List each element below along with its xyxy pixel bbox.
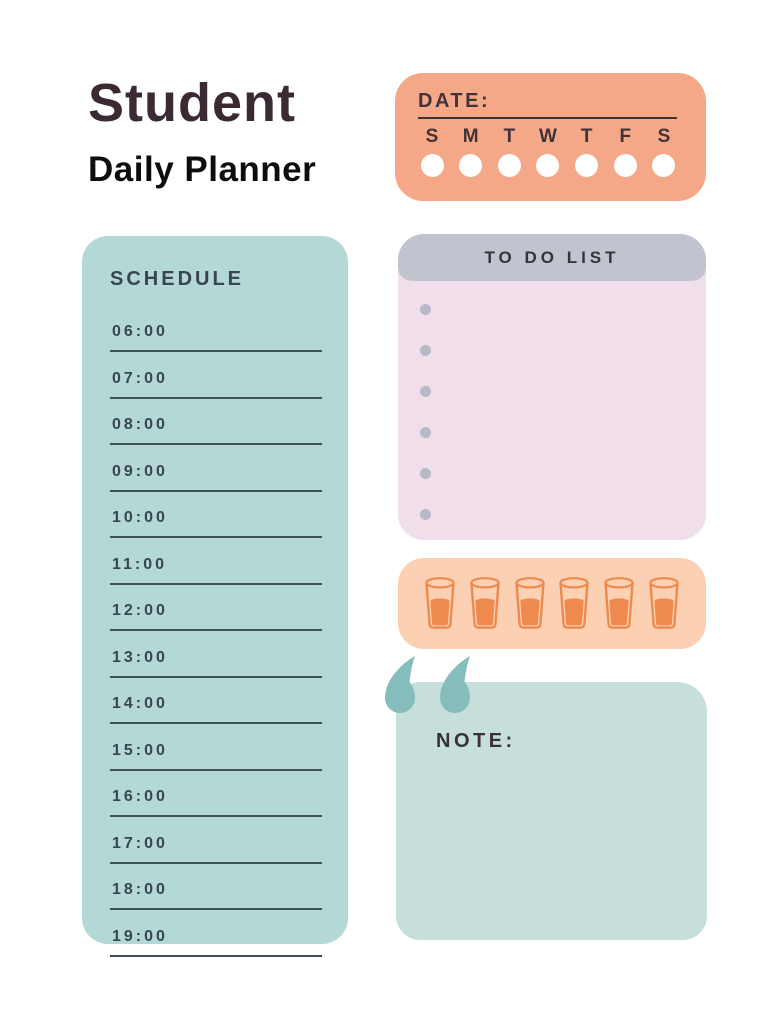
schedule-time-label: 07:00 <box>112 369 168 387</box>
schedule-time-label: 16:00 <box>112 788 168 805</box>
water-glass-icon[interactable] <box>644 576 684 632</box>
schedule-time-label: 18:00 <box>112 881 168 898</box>
schedule-entry-line[interactable] <box>110 536 322 538</box>
todo-item-row[interactable] <box>420 304 692 345</box>
schedule-entry-line[interactable] <box>110 676 322 678</box>
water-glass-icon[interactable] <box>420 576 460 632</box>
weekday-letter: S <box>657 126 671 147</box>
weekday-checkbox[interactable] <box>614 154 637 177</box>
bullet-icon <box>420 304 431 315</box>
weekday-letter: M <box>462 126 479 147</box>
schedule-entry-line[interactable] <box>110 443 322 445</box>
schedule-time-label: 09:00 <box>112 462 168 480</box>
schedule-row <box>82 648 348 691</box>
weekday-column <box>534 128 562 177</box>
bullet-icon <box>420 509 431 520</box>
schedule-time-label: 08:00 <box>112 416 168 433</box>
note-writing-area[interactable] <box>396 772 707 940</box>
weekday-column <box>650 128 678 177</box>
schedule-entry-line[interactable] <box>110 350 322 352</box>
todo-item-row[interactable] <box>420 468 692 509</box>
todo-item-row[interactable] <box>420 427 692 468</box>
quote-mark-icon <box>383 656 419 714</box>
schedule-entry-line[interactable] <box>110 397 322 399</box>
todo-rows <box>398 281 706 550</box>
quotation-marks-icon <box>383 656 474 714</box>
schedule-entry-line[interactable] <box>110 490 322 492</box>
weekday-checkbox[interactable] <box>536 154 559 177</box>
water-glass-icon[interactable] <box>599 576 639 632</box>
schedule-panel <box>82 236 348 944</box>
bullet-icon <box>420 345 431 356</box>
schedule-time-label: 10:00 <box>112 509 168 526</box>
schedule-row <box>82 555 348 598</box>
schedule-row <box>82 508 348 551</box>
note-label: NOTE: <box>436 730 516 752</box>
schedule-entry-line[interactable] <box>110 629 322 631</box>
schedule-row <box>82 741 348 784</box>
todo-title: TO DO LIST <box>484 247 620 267</box>
schedule-time-label: 14:00 <box>112 695 168 712</box>
weekday-letter: F <box>619 126 632 147</box>
weekday-row <box>418 128 678 177</box>
schedule-entry-line[interactable] <box>110 955 322 957</box>
todo-panel <box>398 234 706 540</box>
weekday-checkbox[interactable] <box>652 154 675 177</box>
water-glass-icon[interactable] <box>510 576 550 632</box>
weekday-letter: T <box>503 126 516 147</box>
weekday-checkbox[interactable] <box>421 154 444 177</box>
schedule-entry-line[interactable] <box>110 722 322 724</box>
weekday-column <box>418 128 446 177</box>
schedule-row <box>82 601 348 644</box>
weekday-checkbox[interactable] <box>459 154 482 177</box>
schedule-rows <box>82 322 348 969</box>
date-label: DATE: <box>418 90 491 112</box>
schedule-row <box>82 415 348 458</box>
schedule-entry-line[interactable] <box>110 583 322 585</box>
todo-item-row[interactable] <box>420 386 692 427</box>
weekday-column <box>457 128 485 177</box>
schedule-time-label: 19:00 <box>112 927 168 945</box>
schedule-row <box>82 462 348 505</box>
page-subtitle: Daily Planner <box>88 150 317 189</box>
date-panel <box>395 73 706 201</box>
schedule-time-label: 17:00 <box>112 834 168 852</box>
schedule-row <box>82 927 348 970</box>
water-tracker-panel <box>398 558 706 649</box>
quote-mark-icon <box>438 656 474 714</box>
todo-item-row[interactable] <box>420 509 692 550</box>
todo-header <box>398 234 706 281</box>
weekday-checkbox[interactable] <box>575 154 598 177</box>
schedule-time-label: 13:00 <box>112 648 168 666</box>
schedule-entry-line[interactable] <box>110 769 322 771</box>
schedule-entry-line[interactable] <box>110 908 322 910</box>
schedule-row <box>82 322 348 365</box>
weekday-checkbox[interactable] <box>498 154 521 177</box>
date-input-line[interactable] <box>418 117 677 119</box>
schedule-row <box>82 787 348 830</box>
schedule-entry-line[interactable] <box>110 815 322 817</box>
weekday-letter: W <box>539 126 557 147</box>
todo-item-row[interactable] <box>420 345 692 386</box>
water-glass-icon[interactable] <box>554 576 594 632</box>
schedule-time-label: 15:00 <box>112 741 168 759</box>
bullet-icon <box>420 468 431 479</box>
note-panel <box>396 682 707 940</box>
page-title: Student <box>88 73 296 133</box>
schedule-row <box>82 880 348 923</box>
schedule-row <box>82 834 348 877</box>
schedule-time-label: 06:00 <box>112 323 168 340</box>
bullet-icon <box>420 386 431 397</box>
schedule-time-label: 11:00 <box>112 555 168 573</box>
weekday-letter: T <box>580 126 593 147</box>
schedule-time-label: 12:00 <box>112 602 168 619</box>
schedule-row <box>82 694 348 737</box>
schedule-title: SCHEDULE <box>110 268 245 290</box>
schedule-row <box>82 369 348 412</box>
water-glass-icon[interactable] <box>465 576 505 632</box>
weekday-column <box>573 128 601 177</box>
weekday-letter: S <box>425 126 439 147</box>
weekday-column <box>611 128 639 177</box>
weekday-column <box>495 128 523 177</box>
bullet-icon <box>420 427 431 438</box>
schedule-entry-line[interactable] <box>110 862 322 864</box>
